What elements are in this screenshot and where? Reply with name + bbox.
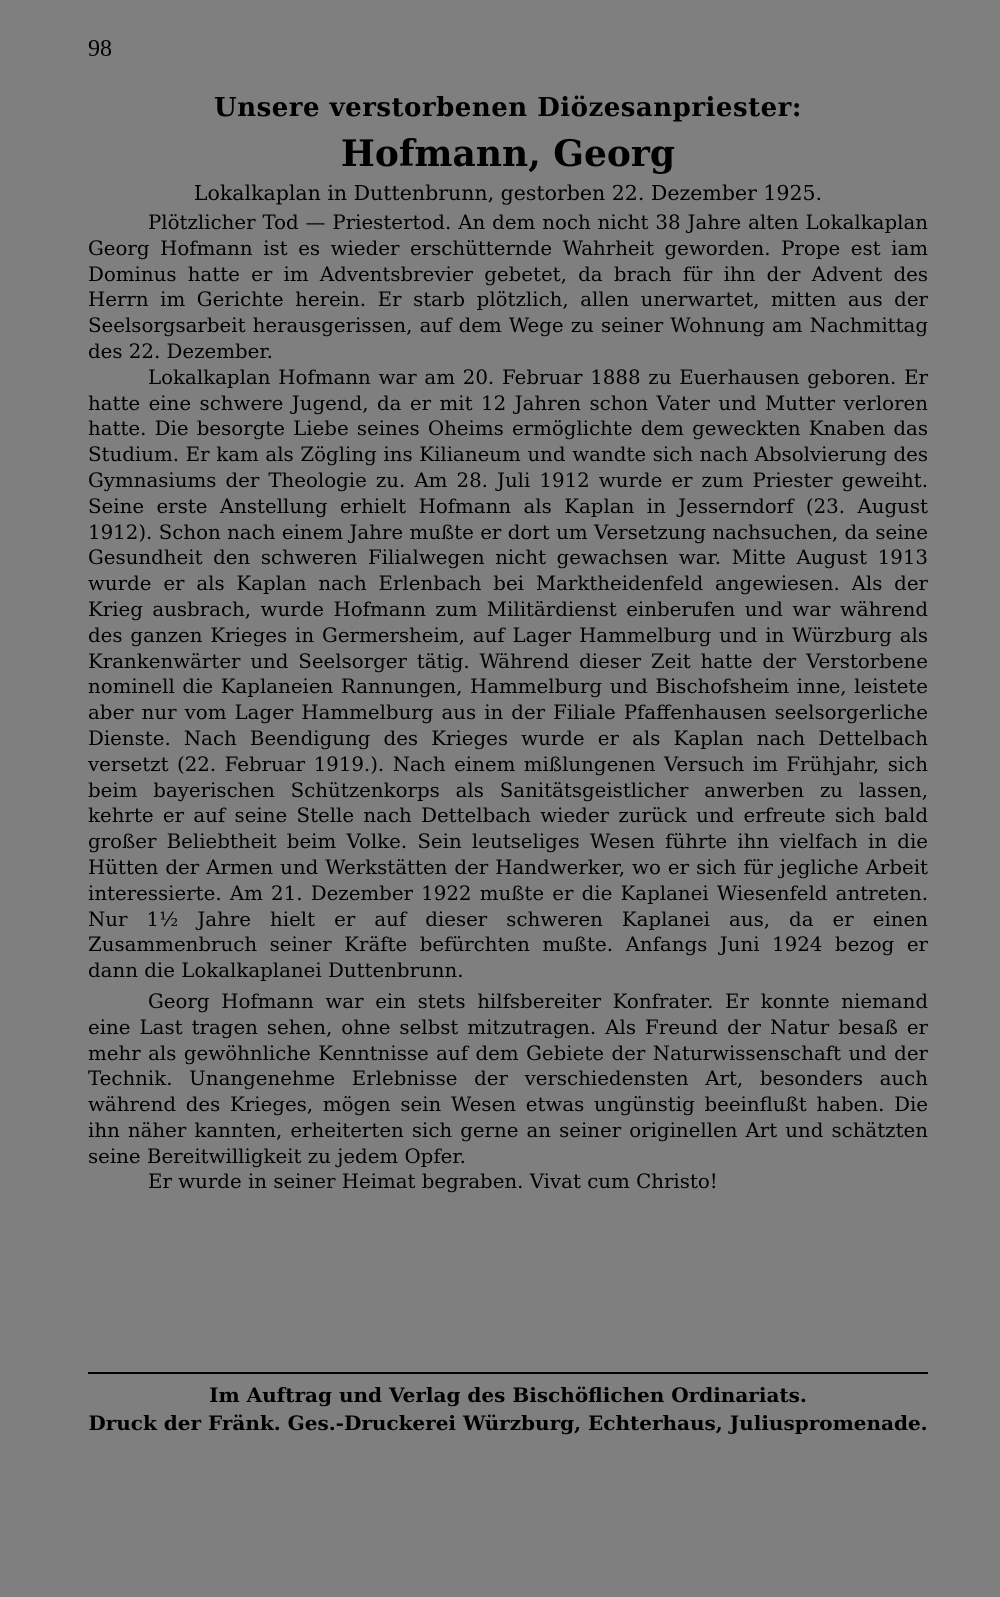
subtitle: Lokalkaplan in Duttenbrunn, gestorben 22. Dezember 1925. [193, 181, 823, 205]
imprint-line-1: Im Auftrag und Verlag des Bischöflichen Ordinariats. [209, 1383, 807, 1407]
obituary-body [88, 210, 928, 1195]
name-title: Hofmann, Georg [340, 133, 676, 175]
imprint [88, 1381, 928, 1437]
document-page [88, 0, 928, 1597]
divider-rule [88, 1372, 928, 1374]
obituary-heading [88, 86, 928, 208]
imprint-line-2: Druck der Fränk. Ges.-Druckerei Würzburg, Echterhaus, Juliuspromenade. [88, 1411, 928, 1435]
page-number: 98 [88, 36, 112, 62]
paragraph-4: Er wurde in seiner Heimat begraben. Vivat cum Christo! [148, 1170, 718, 1194]
paragraph-2: Lokalkaplan Hofmann war am 20. Februar 1888 zu Euerhausen geboren. Er hatte eine schwere Jugend, da er mit 12 Jahren schon Vater und Mutter verloren hatte. Die besorgte Liebe seines Oheims ermöglichte dem geweckten Knaben das Studium. Er kam als Zögling ins Kilianeum und wandte sich nach Absolvierung des Gymnasiums der Theologie zu. Am 28. Juli 1912 wurde er zum Priester geweiht. Seine erste Anstellung erhielt Hofmann als Kaplan in Jesserndorf (23. August 1912). Schon nach einem Jahre mußte er dort um Versetzung nachsuchen, da seine Gesundheit den schweren Filialwegen nicht gewachsen war. Mitte August 1913 wurde er als Kaplan nach Erlenbach bei Marktheidenfeld angewiesen. Als der Krieg ausbrach, wurde Hofmann zum Militärdienst einberufen und war während des ganzen Krieges in Germersheim, auf Lager Hammelburg und in Würzburg als Krankenwärter und Seelsorger tätig. Während dieser Zeit hatte der Verstorbene nominell die Kaplaneien Rannungen, Hammelburg und Bischofsheim inne, leistete aber nur vom Lager Hammelburg aus in der Filiale Pfaffenhausen seelsorgerliche Dienste. Nach Beendigung des Krieges wurde er als Kaplan nach Dettelbach versetzt (22. Februar 1919.). Nach einem mißlungenen Versuch im Frühjahr, sich beim bayerischen Schützenkorps als Sanitätsgeistlicher anwerben zu lassen, kehrte er auf seine Stelle nach Dettelbach wieder zurück und erfreute sich bald großer Beliebtheit beim Volke. Sein leutseliges Wesen führte ihn vielfach in die Hütten der Armen und Werkstätten der Handwerker, wo er sich für jegliche Arbeit interessierte. Am 21. Dezember 1922 mußte er die Kaplanei Wiesenfeld antreten. Nur 1½ Jahre hielt er auf dieser schweren Kaplanei aus, da er einen Zusammenbruch seiner Kräfte befürchten mußte. Anfangs Juni 1924 bezog er dann die Lokalkaplanei Duttenbrunn. [88, 365, 928, 983]
section-title: Unsere verstorbenen Diözesanpriester: [214, 93, 802, 123]
paragraph-3: Georg Hofmann war ein stets hilfsbereiter Konfrater. Er konnte niemand eine Last tragen sehen, ohne selbst mitzutragen. Als Freund der Natur besaß er mehr als gewöhnliche Kenntnisse auf dem Gebiete der Naturwissenschaft und der Technik. Unangenehme Erlebnisse der verschiedensten Art, besonders auch während des Krieges, mögen sein Wesen etwas ungünstig beeinflußt haben. Die ihn näher kannten, erheiterten sich gerne an seiner originellen Art und schätzten seine Bereitwilligkeit zu jedem Opfer. [88, 989, 928, 1168]
paragraph-1: Plötzlicher Tod — Priestertod. An dem noch nicht 38 Jahre alten Lokalkaplan Georg Hofmann ist es wieder erschütternde Wahrheit geworden. Prope est iam Dominus hatte er im Adventsbrevier gebetet, da brach für ihn der Advent des Herrn im Gerichte herein. Er starb plötzlich, allen unerwartet, mitten aus der Seelsorgsarbeit herausgerissen, auf dem Wege zu seiner Wohnung am Nachmittag des 22. Dezember. [88, 211, 928, 363]
